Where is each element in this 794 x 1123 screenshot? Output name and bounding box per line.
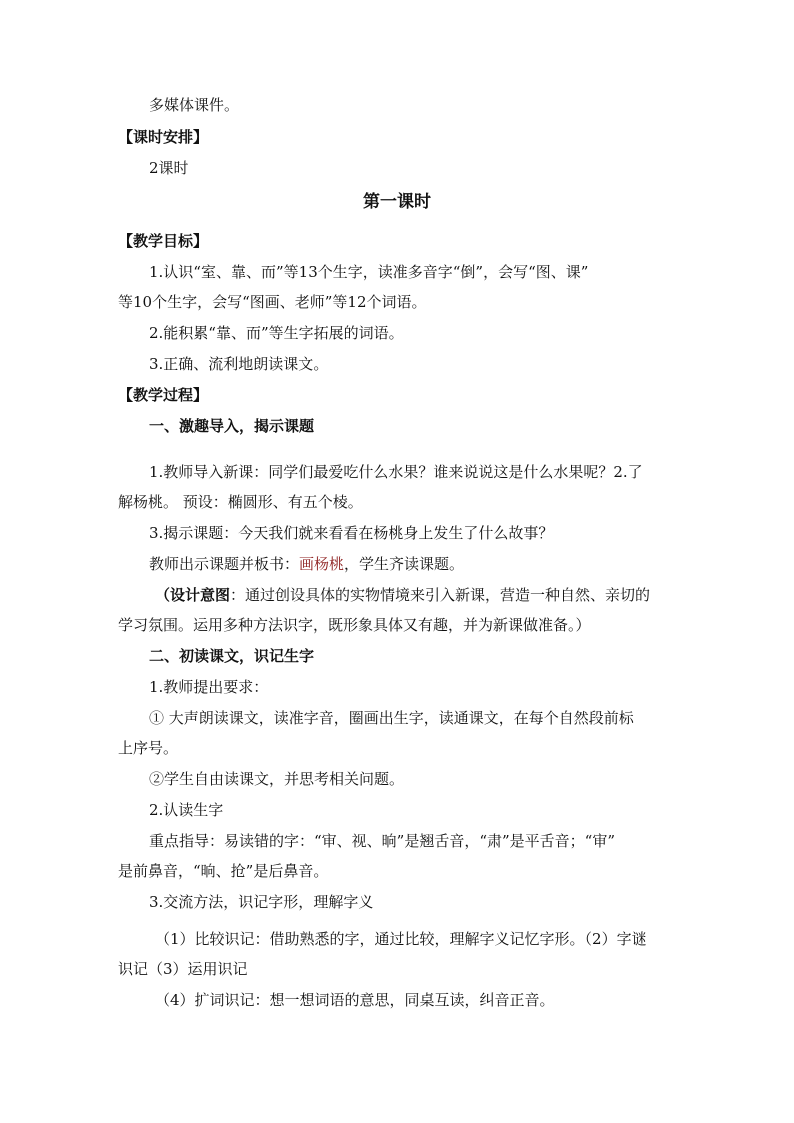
design-intent-label: （设计意图 [155, 586, 231, 604]
part2-step-3a-line-1: （1）比较识记：借助熟悉的字，通过比较，理解字义记忆字形。（2）字谜 [155, 930, 647, 948]
part1-paragraph-3 [149, 554, 464, 574]
schedule-value: 2课时 [149, 159, 189, 177]
part2-step-1: 1.教师提出要求： [149, 678, 269, 696]
goal-item-1-line-2: 等10个生字，会写“图画、老师”等12个词语。 [118, 293, 427, 311]
part1-paragraph-3-after: ，学生齐读课题。 [344, 555, 465, 573]
part1-title: 一、激趣导入，揭示课题 [149, 417, 315, 435]
part2-title: 二、初读课文，识记生字 [149, 647, 315, 665]
part1-paragraph-3-before: 教师出示课题并板书： [149, 555, 300, 573]
part1-paragraph-2: 3.揭示课题：今天我们就来看看在杨桃身上发生了什么故事？ [149, 524, 554, 542]
design-intent-text-1: ：通过创设具体的实物情境来引入新课，营造一种自然、亲切的 [230, 586, 651, 604]
schedule-heading: 【课时安排】 [118, 128, 209, 146]
part2-step-2-line-1: 重点指导：易读错的字：“审、视、晌”是翘舌音，“肃”是平舌音；“审” [149, 832, 616, 850]
design-intent-line-1 [155, 585, 650, 605]
process-heading: 【教学过程】 [118, 386, 209, 404]
part2-step-3a-line-2: 识记（3）运用识记 [118, 960, 248, 978]
part1-paragraph-1-line-2: 解杨桃。 预设：椭圆形、有五个棱。 [118, 493, 363, 511]
lesson-topic-highlight: 画杨桃 [299, 555, 345, 573]
goal-item-1-line-1: 1.认识“室、靠、而”等13个生字，读准多音字“倒”，会写“图、课” [149, 263, 589, 281]
goal-item-3: 3.正确、流利地朗读课文。 [149, 355, 329, 373]
goal-item-2: 2.能积累“靠、而”等生字拓展的词语。 [149, 324, 404, 342]
goals-heading: 【教学目标】 [118, 232, 209, 250]
part2-step-3b: （4）扩词识记：想一想词语的意思，同桌互读，纠音正音。 [155, 991, 555, 1009]
part1-paragraph-1-line-1: 1.教师导入新课：同学们最爱吃什么水果？谁来说说这是什么水果呢？2.了 [149, 463, 643, 481]
part2-step-1a-line-1: ① 大声朗读课文，读准字音，圈画出生字，读通课文，在每个自然段前标 [149, 709, 634, 727]
part2-step-3: 3.交流方法，识记字形，理解字义 [149, 893, 374, 911]
lesson-title: 第一课时 [363, 192, 431, 212]
materials-text: 多媒体课件。 [149, 96, 240, 114]
part2-step-2-line-2: 是前鼻音，“晌、抢”是后鼻音。 [118, 862, 329, 880]
part2-step-2: 2.认读生字 [149, 801, 224, 819]
part2-step-1a-line-2: 上序号。 [118, 739, 179, 757]
part2-step-1b: ②学生自由读课文，并思考相关问题。 [149, 770, 405, 788]
design-intent-line-2: 学习氛围。运用多种方法识字，既形象具体又有趣，并为新课做准备。） [118, 616, 591, 634]
